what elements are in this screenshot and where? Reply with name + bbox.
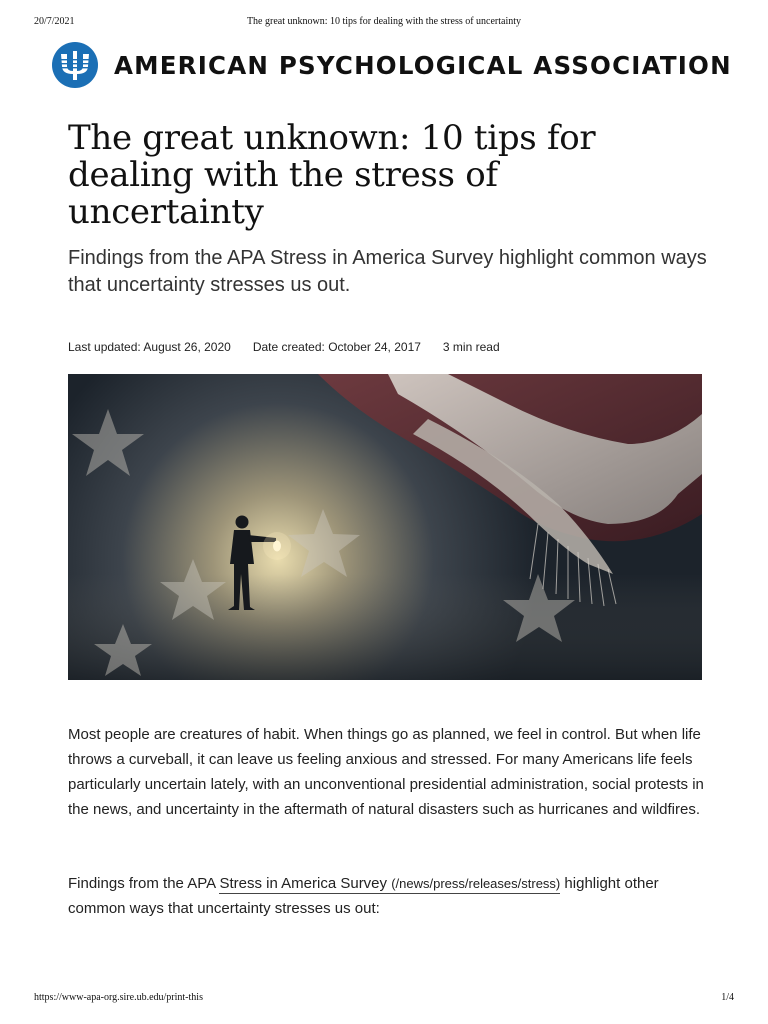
hero-image bbox=[68, 374, 702, 680]
brand-name[interactable]: AMERICAN PSYCHOLOGICAL ASSOCIATION bbox=[114, 50, 732, 80]
print-page-title: The great unknown: 10 tips for dealing with the stress of uncertainty bbox=[246, 16, 522, 27]
print-date: 20/7/2021 bbox=[34, 16, 75, 27]
print-footer bbox=[34, 992, 734, 1006]
link-path[interactable]: (/news/press/releases/stress) bbox=[391, 876, 561, 891]
read-time: 3 min read bbox=[442, 340, 500, 354]
article-title: The great unknown: 10 tips for dealing with the stress of uncertainty bbox=[68, 118, 596, 232]
article-subtitle: Findings from the APA Stress in America Survey highlight common ways that uncertainty stresses us out. bbox=[68, 247, 707, 296]
last-updated: Last updated: August 26, 2020 bbox=[68, 340, 231, 354]
link-text[interactable]: Stress in America Survey bbox=[219, 875, 388, 892]
paragraph-2-tail: highlight other common ways that uncertainty stresses us out: bbox=[68, 875, 659, 917]
print-url: https://www-apa-org.sire.ub.edu/print-this bbox=[34, 992, 203, 1003]
body-paragraph-2 bbox=[68, 871, 708, 921]
print-header bbox=[34, 16, 734, 30]
date-created: Date created: October 24, 2017 bbox=[252, 340, 421, 354]
body-paragraph-1: Most people are creatures of habit. When things go as planned, we feel in control. But when life throws a curveball, it can leave us feeling anxious and stressed. For many Americans life feels particularly uncertain lately, with an unconventional presidential administration, social protests in the news, and uncertainty in the aftermath of natural disasters such as hurricanes and wildfires. bbox=[68, 726, 704, 818]
stress-in-america-link[interactable] bbox=[219, 875, 560, 894]
article-meta bbox=[68, 340, 500, 354]
page-number: 1/4 bbox=[721, 992, 734, 1003]
paragraph-2-lead: Findings from the APA bbox=[68, 875, 220, 892]
brand-header[interactable] bbox=[52, 42, 732, 88]
apa-psi-logo-icon[interactable] bbox=[52, 42, 98, 88]
